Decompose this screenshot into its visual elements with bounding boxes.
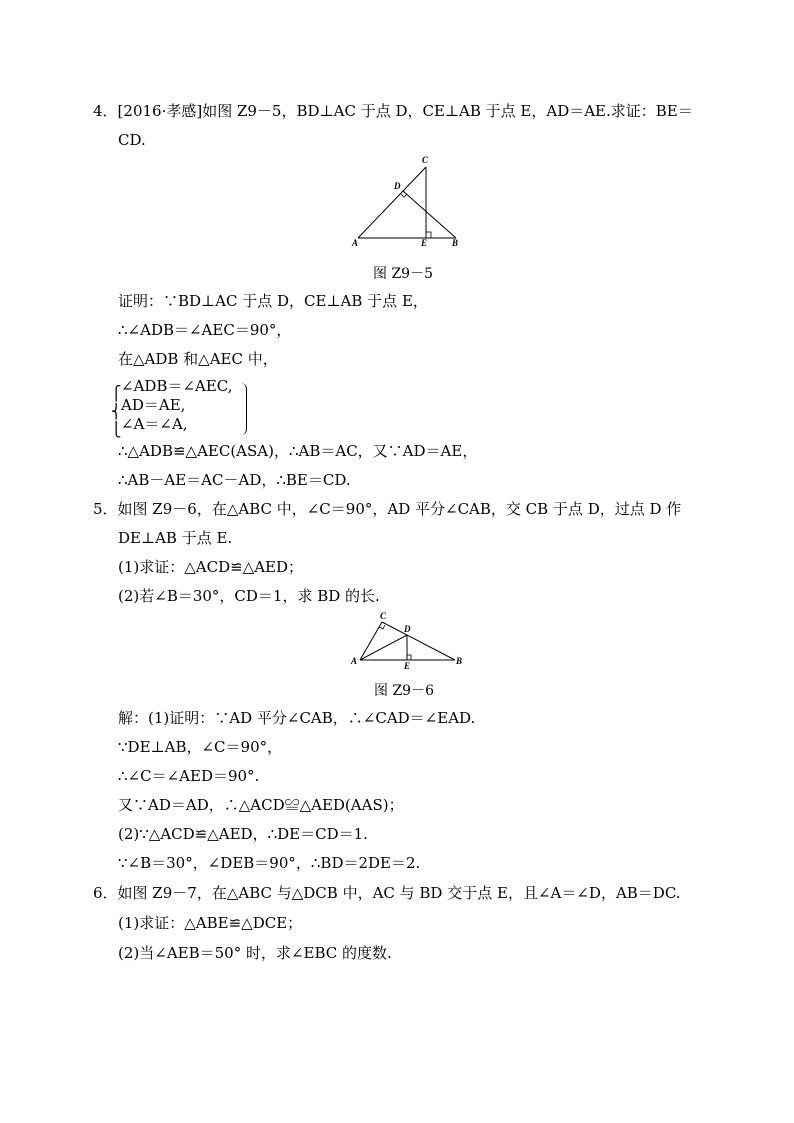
problem5-solution-0: 解：(1)证明：∵AD 平分∠CAB，∴∠CAD＝∠EAD. xyxy=(118,709,476,727)
figure-z9-6 xyxy=(345,608,470,670)
problem4-solution-6: ∴△ADB≌△AEC(ASA)，∴AB＝AC，又∵AD＝AE， xyxy=(118,442,478,460)
figure-z9-5 xyxy=(350,150,465,250)
problem4-solution-0: 证明：∵BD⊥AC 于点 D，CE⊥AB 于点 E， xyxy=(118,292,428,310)
label-D: D xyxy=(394,181,401,191)
problem4-solution-1: ∴∠ADB＝∠AEC＝90°， xyxy=(118,321,292,339)
label-E: E xyxy=(404,661,411,670)
problem4-solution-2: 在△ADB 和△AEC 中， xyxy=(118,350,278,368)
problem5-solution-5: ∵∠B＝30°，∠DEB＝90°，∴BD＝2DE＝2. xyxy=(118,854,421,872)
problem4-solution-4: AD＝AE, xyxy=(121,396,186,414)
left-brace: ⎧ ⎨ ⎩ xyxy=(111,386,122,438)
problem5-q2: (2)若∠B＝30°，CD＝1，求 BD 的长. xyxy=(118,587,380,605)
figure-caption-z9-5: 图 Z9－5 xyxy=(373,266,433,282)
problem4-solution-3: ∠ADB＝∠AEC, xyxy=(121,377,233,395)
label-A: A xyxy=(351,656,358,666)
problem4-line2: CD. xyxy=(118,131,146,149)
problem5-line1: 5．如图 Z9－6，在△ABC 中，∠C＝90°，AD 平分∠CAB，交 CB 于点 D，过点 D 作 xyxy=(93,500,682,518)
problem5-solution-1: ∵DE⊥AB，∠C＝90°， xyxy=(118,738,283,756)
problem4-solution-7: ∴AB－AE＝AC－AD，∴BE＝CD. xyxy=(118,471,351,489)
label-D: D xyxy=(404,624,411,634)
label-E: E xyxy=(421,238,428,248)
label-A: A xyxy=(352,238,359,248)
label-B: B xyxy=(456,656,463,666)
label-C: C xyxy=(422,155,429,165)
label-B: B xyxy=(452,238,459,248)
problem4-solution-5: ∠A＝∠A, xyxy=(121,415,188,433)
problem4-line1: 4．[2016·孝感]如图 Z9－5，BD⊥AC 于点 D，CE⊥AB 于点 E，AD＝AE.求证：BE＝ xyxy=(93,102,693,120)
problem6-q2: (2)当∠AEB＝50° 时，求∠EBC 的度数. xyxy=(118,944,392,962)
right-brace xyxy=(240,383,247,435)
problem5-line2: DE⊥AB 于点 E. xyxy=(118,529,233,547)
label-C: C xyxy=(380,611,387,621)
figure-caption-z9-6: 图 Z9－6 xyxy=(374,683,434,699)
problem5-solution-4: (2)∵△ACD≌△AED，∴DE＝CD＝1. xyxy=(118,825,368,843)
problem6-q1: (1)求证：△ABE≌△DCE； xyxy=(118,914,303,932)
problem5-q1: (1)求证：△ACD≌△AED； xyxy=(118,558,304,576)
problem6-line1: 6．如图 Z9－7，在△ABC 与△DCB 中，AC 与 BD 交于点 E，且∠A＝∠D，AB＝DC. xyxy=(93,884,681,902)
problem5-solution-2: ∴∠C＝∠AED＝90°. xyxy=(118,767,260,785)
problem5-solution-3: 又∵AD＝AD，∴△ACD≌△AED(AAS)； xyxy=(118,796,404,814)
